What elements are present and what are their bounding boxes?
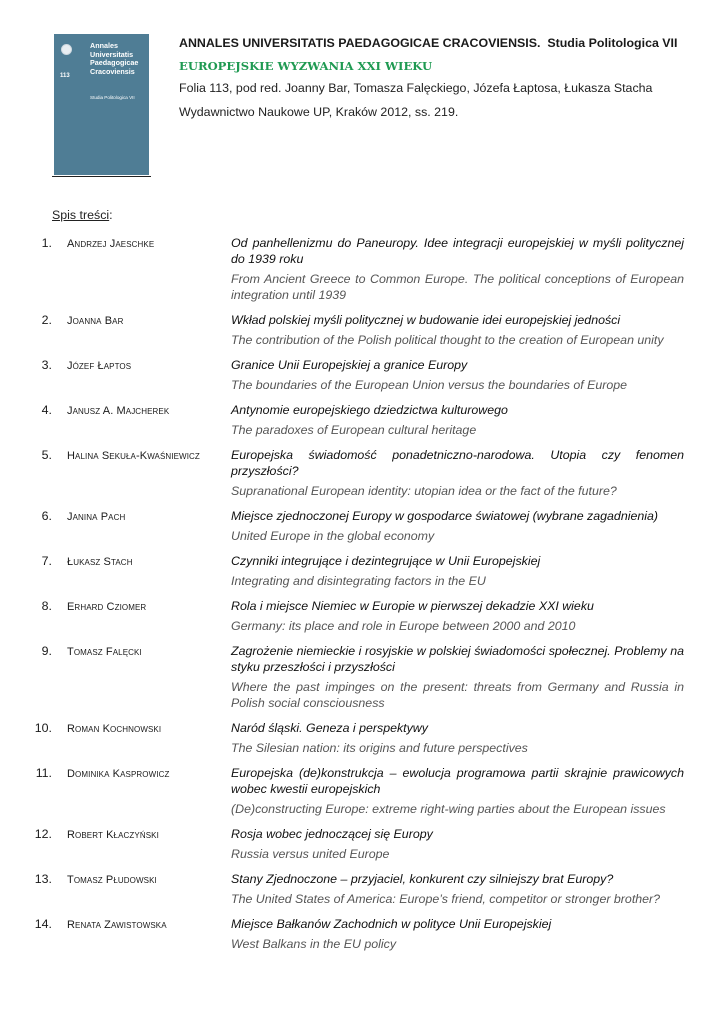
entry-number: 2. [41,313,52,327]
cover-series: Studia Politologica VII [90,95,135,100]
cover-folia-number: 113 [60,73,70,79]
toc-entry [28,826,688,862]
toc-entry [28,235,688,303]
entry-title-polish: Europejska (de)konstrukcja – ewolucja programowa partii skrajnie prawicowych wobec kwestii europejskich [231,766,684,796]
entry-number: 1. [41,236,52,250]
entry-author: Tomasz Falęcki [67,646,142,658]
entry-author: Robert Kłaczyński [67,829,159,841]
entry-title-polish: Rola i miejsce Niemiec w Europie w pierwszej dekadzie XXI wieku [231,599,594,613]
entry-title-english: From Ancient Greece to Common Europe. The political conceptions of European integration until 1939 [231,272,684,302]
cover-title: Annales Universitatis Paedagogicae Cracoviensis [90,41,139,76]
entry-number: 10. [34,721,52,735]
toc-entry [28,916,688,952]
entry-title-polish: Zagrożenie niemieckie i rosyjskie w polskiej świadomości społecznej. Problemy na styku przeszłości i przyszłości [231,644,684,674]
toc-heading: Spis treści: [52,208,113,222]
entry-author: Halina Sekuła-Kwaśniewicz [67,450,200,462]
book-cover [54,34,149,175]
entry-title-english: Where the past impinges on the present: threats from Germany and Russia in Polish social consciousness [231,680,684,710]
entry-title-polish: Rosja wobec jednoczącej się Europy [231,827,433,841]
entry-number: 14. [34,917,52,931]
entry-title-english: Germany: its place and role in Europe between 2000 and 2010 [231,619,576,633]
entry-author: Józef Łaptos [67,360,132,372]
entry-titles [231,312,684,348]
toc-entry [28,312,688,348]
entry-number: 3. [41,358,52,372]
entry-number: 6. [41,509,52,523]
toc-entry [28,447,688,499]
entry-title-polish: Od panhellenizmu do Paneuropy. Idee integracji europejskiej w myśli politycznej do 1939 roku [231,236,684,266]
entry-author: Erhard Cziomer [67,601,147,613]
entry-title-english: West Balkans in the EU policy [231,937,397,951]
entry-number: 11. [35,766,52,780]
table-of-contents [28,235,688,961]
entry-number: 12. [34,827,52,841]
entry-titles [231,598,684,634]
entry-titles [231,871,684,907]
entry-title-polish: Naród śląski. Geneza i perspektywy [231,721,428,735]
university-seal-icon [61,44,72,55]
entry-titles [231,235,684,303]
entry-author: Janusz A. Majcherek [67,405,170,417]
entry-title-english: The boundaries of the European Union versus the boundaries of Europe [231,378,628,392]
toc-entry [28,643,688,711]
cover-divider [52,176,151,177]
toc-entry [28,402,688,438]
toc-entry [28,357,688,393]
entry-author: Janina Pach [67,511,126,523]
entry-title-polish: Europejska świadomość ponadetniczno-narodowa. Utopia czy fenomen przyszłości? [231,448,684,478]
entry-title-polish: Antynomie europejskiego dziedzictwa kulturowego [231,403,508,417]
entry-title-polish: Czynniki integrujące i dezintegrujące w Unii Europejskiej [231,554,541,568]
entry-author: Tomasz Płudowski [67,874,157,886]
entry-titles [231,720,684,756]
entry-title-polish: Wkład polskiej myśli politycznej w budowanie idei europejskiej jedności [231,313,621,327]
editors-line: Folia 113, pod red. Joanny Bar, Tomasza Falęckiego, Józefa Łaptosa, Łukasza Stacha [179,81,653,95]
toc-entry [28,598,688,634]
entry-title-english: United Europe in the global economy [231,529,435,543]
entry-title-english: The Silesian nation: its origins and future perspectives [231,741,528,755]
toc-entry [28,508,688,544]
entry-title-english: The United States of America: Europe’s friend, competitor or stronger brother? [231,892,661,906]
entry-author: Roman Kochnowski [67,723,162,735]
entry-title-english: Integrating and disintegrating factors in the EU [231,574,486,588]
entry-title-polish: Granice Unii Europejskiej a granice Europy [231,358,468,372]
journal-title: ANNALES UNIVERSITATIS PAEDAGOGICAE CRACOVIENSIS. Studia Politologica VII [179,36,678,50]
entry-author: Łukasz Stach [67,556,133,568]
toc-entry [28,720,688,756]
entry-author: Dominika Kasprowicz [67,768,170,780]
publisher-line: Wydawnictwo Naukowe UP, Kraków 2012, ss. 219. [179,105,459,119]
entry-number: 9. [41,644,52,658]
entry-titles [231,357,684,393]
entry-number: 7. [41,554,52,568]
toc-entry [28,553,688,589]
entry-title-english: The contribution of the Polish political thought to the creation of European unity [231,333,664,347]
entry-titles [231,447,684,499]
entry-title-english: The paradoxes of European cultural heritage [231,423,477,437]
entry-titles [231,916,684,952]
entry-titles [231,402,684,438]
entry-titles [231,643,684,711]
entry-title-polish: Stany Zjednoczone – przyjaciel, konkurent czy silniejszy brat Europy? [231,872,614,886]
entry-titles [231,553,684,589]
entry-number: 5. [41,448,52,462]
entry-title-english: Supranational European identity: utopian idea or the fact of the future? [231,484,617,498]
entry-author: Joanna Bar [67,315,124,327]
entry-titles [231,508,684,544]
toc-entry [28,871,688,907]
entry-author: Renata Zawistowska [67,919,167,931]
entry-number: 8. [41,599,52,613]
entry-author: Andrzej Jaeschke [67,238,155,250]
entry-title-polish: Miejsce Bałkanów Zachodnich w polityce Unii Europejskiej [231,917,552,931]
entry-title-english: Russia versus united Europe [231,847,390,861]
entry-titles [231,826,684,862]
volume-title: EUROPEJSKIE WYZWANIA XXI WIEKU [179,59,433,73]
entry-title-english: (De)constructing Europe: extreme right-wing parties about the European issues [231,802,666,816]
entry-titles [231,765,684,817]
entry-number: 4. [41,403,52,417]
entry-title-polish: Miejsce zjednoczonej Europy w gospodarce światowej (wybrane zagadnienia) [231,509,659,523]
entry-number: 13. [34,872,52,886]
toc-entry [28,765,688,817]
